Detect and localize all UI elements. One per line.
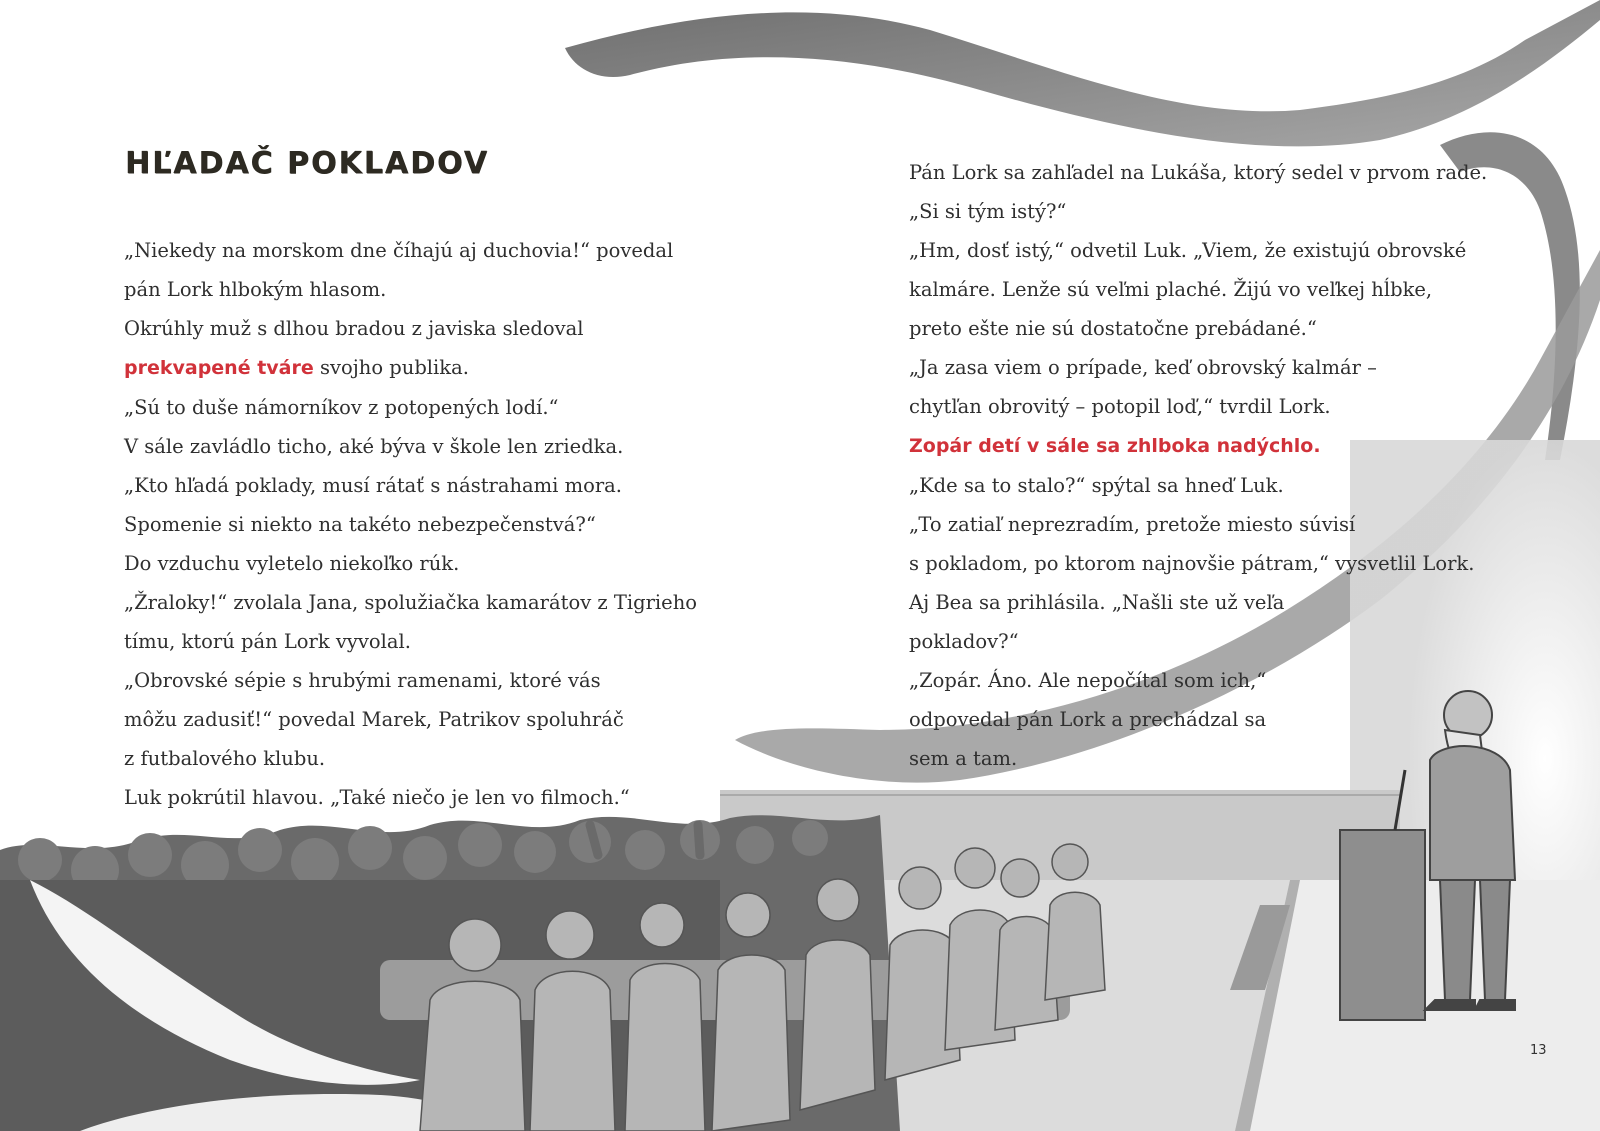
text-line xyxy=(909,505,1487,544)
text-line xyxy=(124,700,697,739)
text-line xyxy=(124,427,697,466)
text-line xyxy=(124,778,697,817)
page-number: 13 xyxy=(1530,1043,1547,1058)
text-fragment: pán Lork hlbokým hlasom. xyxy=(124,278,387,301)
highlighted-phrase: Zopár detí v sále sa zhlboka nadýchlo. xyxy=(909,435,1321,457)
text-fragment: „Si si tým istý?“ xyxy=(909,200,1067,223)
text-fragment: Spomenie si niekto na takéto nebezpečenstvá?“ xyxy=(124,513,596,536)
text-line xyxy=(909,583,1487,622)
text-fragment: „Žraloky!“ zvolala Jana, spolužiačka kamarátov z Tigrieho xyxy=(124,591,698,614)
text-fragment: tímu, ktorú pán Lork vyvolal. xyxy=(124,630,411,653)
text-fragment: svojho publika. xyxy=(313,356,469,379)
text-fragment: „Kde sa to stalo?“ spýtal sa hneď Luk. xyxy=(909,474,1284,497)
text-line xyxy=(909,739,1487,778)
text-line xyxy=(909,466,1487,505)
text-line xyxy=(909,231,1487,270)
text-fragment: pokladov?“ xyxy=(909,630,1019,653)
text-line xyxy=(909,426,1487,466)
text-line xyxy=(909,387,1487,426)
text-fragment: s pokladom, po ktorom najnovšie pátram,“ vysvetlil Lork. xyxy=(909,552,1475,575)
text-line xyxy=(124,583,697,622)
text-fragment: Aj Bea sa prihlásila. „Našli ste už veľa xyxy=(909,591,1285,614)
highlighted-phrase: prekvapené tváre xyxy=(124,357,314,379)
text-line xyxy=(909,153,1487,192)
text-line xyxy=(909,544,1487,583)
text-fragment: Pán Lork sa zahľadel na Lukáša, ktorý sedel v prvom rade. xyxy=(909,161,1488,184)
text-fragment: z futbalového klubu. xyxy=(124,747,326,770)
text-line xyxy=(124,270,697,309)
text-line xyxy=(909,622,1487,661)
text-fragment: preto ešte nie sú dostatočne prebádané.“ xyxy=(909,317,1317,340)
text-column-left xyxy=(124,231,697,817)
text-line xyxy=(909,348,1487,387)
text-line xyxy=(124,466,697,505)
text-fragment: chytľan obrovitý – potopil loď,“ tvrdil Lork. xyxy=(909,395,1331,418)
text-line xyxy=(124,622,697,661)
text-fragment: Do vzduchu vyletelo niekoľko rúk. xyxy=(124,552,460,575)
text-line xyxy=(909,270,1487,309)
text-line xyxy=(909,700,1487,739)
text-line xyxy=(124,388,697,427)
text-line xyxy=(124,544,697,583)
text-fragment: Okrúhly muž s dlhou bradou z javiska sledoval xyxy=(124,317,584,340)
text-fragment: „Kto hľadá poklady, musí rátať s nástrahami mora. xyxy=(124,474,622,497)
text-line xyxy=(909,309,1487,348)
text-line xyxy=(124,231,697,270)
page-title: HĽADAČ POKLADOV xyxy=(125,146,489,181)
text-fragment: „Niekedy na morskom dne číhajú aj duchovia!“ povedal xyxy=(124,239,674,262)
text-fragment: „Sú to duše námorníkov z potopených lodí.“ xyxy=(124,396,559,419)
text-fragment: kalmáre. Lenže sú veľmi plaché. Žijú vo veľkej hĺbke, xyxy=(909,278,1433,301)
text-fragment: odpovedal pán Lork a prechádzal sa xyxy=(909,708,1267,731)
text-fragment: „To zatiaľ neprezradím, pretože miesto súvisí xyxy=(909,513,1356,536)
text-line xyxy=(124,505,697,544)
text-line xyxy=(124,348,697,388)
text-fragment: „Zopár. Áno. Ale nepočítal som ich,“ xyxy=(909,669,1267,692)
text-column-right xyxy=(909,153,1487,778)
tentacle-top xyxy=(565,0,1600,146)
text-line xyxy=(124,739,697,778)
text-fragment: „Obrovské sépie s hrubými ramenami, ktoré vás xyxy=(124,669,601,692)
text-line xyxy=(124,309,697,348)
text-fragment: „Hm, dosť istý,“ odvetil Luk. „Viem, že existujú obrovské xyxy=(909,239,1467,262)
text-line xyxy=(909,661,1487,700)
text-line xyxy=(909,192,1487,231)
text-fragment: „Ja zasa viem o prípade, keď obrovský kalmár – xyxy=(909,356,1377,379)
text-fragment: sem a tam. xyxy=(909,747,1018,770)
text-line xyxy=(124,661,697,700)
text-fragment: môžu zadusiť!“ povedal Marek, Patrikov spoluhráč xyxy=(124,708,624,731)
text-fragment: Luk pokrútil hlavou. „Také niečo je len vo filmoch.“ xyxy=(124,786,630,809)
text-fragment: V sále zavládlo ticho, aké býva v škole len zriedka. xyxy=(124,435,624,458)
